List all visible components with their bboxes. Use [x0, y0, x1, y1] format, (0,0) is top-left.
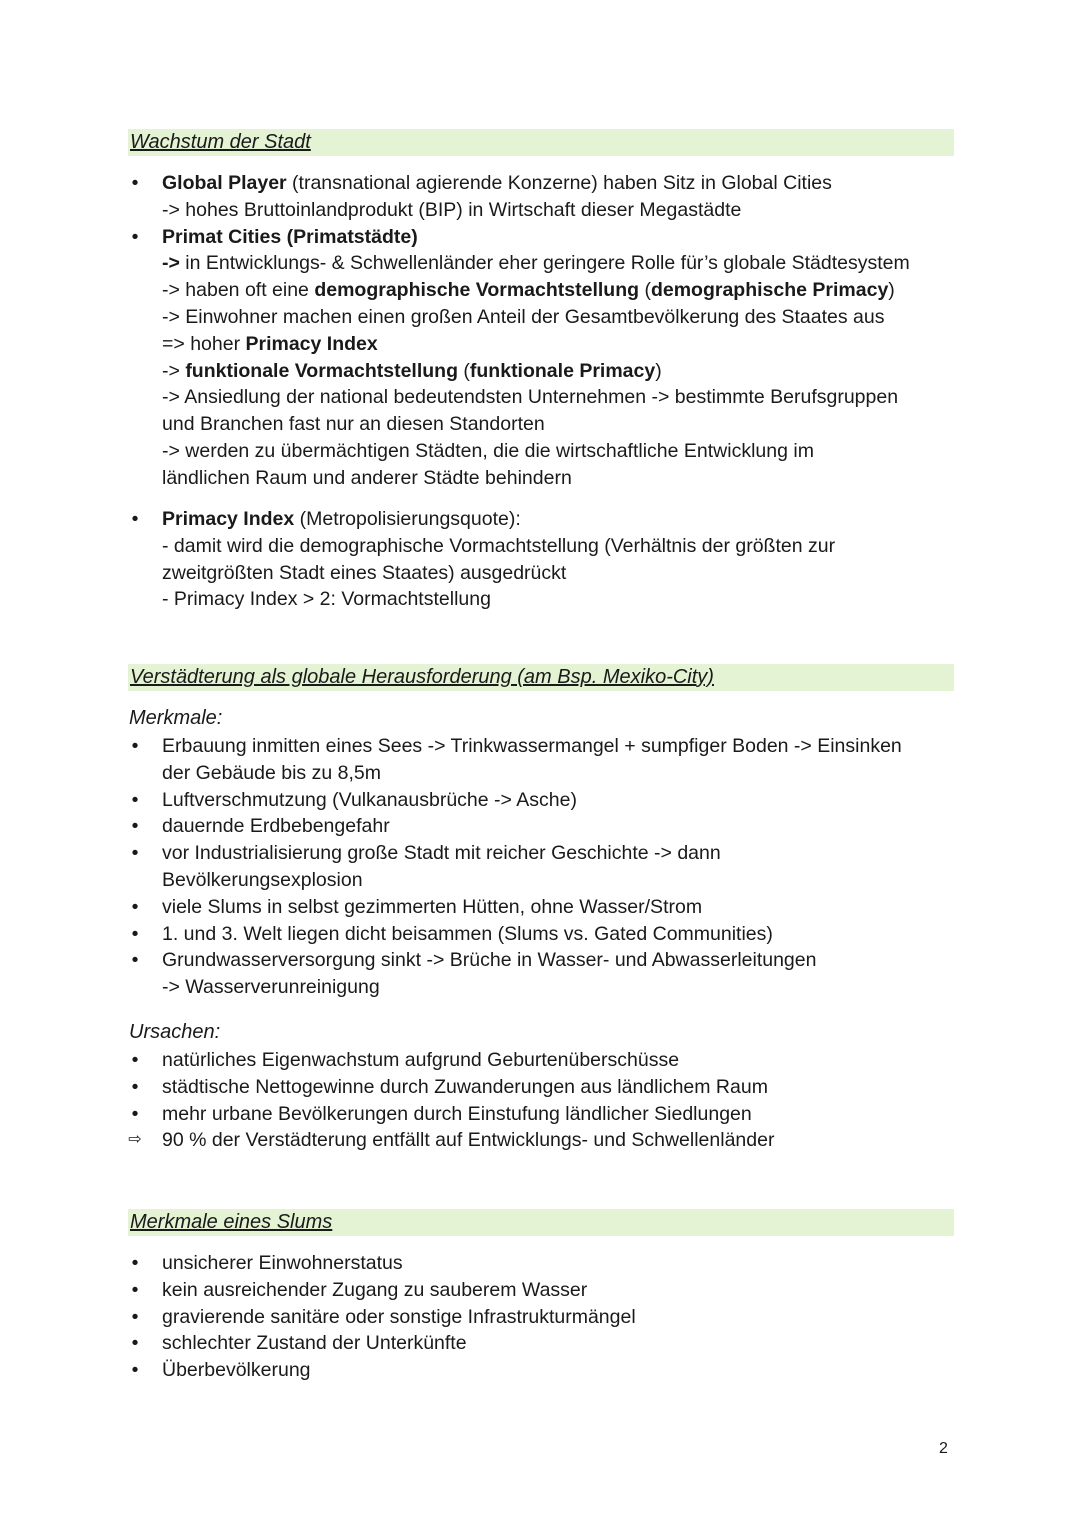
bullet-icon: • [131, 922, 139, 945]
list-item: • Grundwasserversorgung sinkt -> Brüche in Wasser- und Abwasserleitungen -> Wasserverunreinigung [128, 947, 958, 1001]
bullet-icon: • [131, 788, 139, 811]
list-item: • mehr urbane Bevölkerungen durch Einstufung ländlicher Siedlungen [128, 1101, 958, 1128]
bullet-icon: • [131, 1332, 139, 1355]
list-item: • 1. und 3. Welt liegen dicht beisammen (Slums vs. Gated Communities) [128, 921, 958, 948]
bullet-icon: • [131, 172, 139, 194]
list-item-primat-cities: • Primat Cities (Primatstädte) -> in Entwicklungs- & Schwellenländer eher geringere Rolle für’s globale Städtesystem -> haben oft eine demographische Vormachtstellung (demographische Primacy) -> Einwohner machen einen großen Anteil der Gesamtbevölkerung des Staates aus => hoher Primacy Index -> funktionale Vormachtstellung (funktionale Primacy) -> Ansiedlung der national bedeutendsten Unternehmen -> bestimmte Berufsgruppen und Branchen fast nur an diesen Standorten -> werden zu übermächtigen Städten, die die wirtschaftliche Entwicklung im ländlichen Raum und anderer Städte behindern [128, 224, 958, 492]
merkmale-label: Merkmale: [129, 707, 223, 729]
primacy-index-list [128, 506, 958, 613]
arrow-right-icon: ⇨ [128, 1131, 142, 1149]
list-item-conclusion: ⇨ 90 % der Verstädterung entfällt auf Entwicklungs- und Schwellenländer [128, 1127, 958, 1154]
ursachen-label: Ursachen: [129, 1021, 221, 1043]
list-item: • städtische Nettogewinne durch Zuwanderungen aus ländlichem Raum [128, 1074, 958, 1101]
wachstum-list [128, 170, 958, 492]
bullet-icon: • [131, 225, 139, 248]
section-heading-slums: Merkmale eines Slums [128, 1209, 954, 1236]
list-item: • viele Slums in selbst gezimmerten Hütten, ohne Wasser/Strom [128, 894, 958, 921]
bullet-icon: • [131, 508, 139, 530]
list-item: • gravierende sanitäre oder sonstige Infrastrukturmängel [128, 1304, 958, 1331]
merkmale-list [128, 733, 958, 1001]
list-item: • Erbauung inmitten eines Sees -> Trinkwassermangel + sumpfiger Boden -> Einsinken der Gebäude bis zu 8,5m [128, 733, 958, 787]
section-heading-verstaedterung: Verstädterung als globale Herausforderung (am Bsp. Mexiko-City) [128, 664, 954, 691]
list-item: • natürliches Eigenwachstum aufgrund Geburtenüberschüsse [128, 1047, 958, 1074]
bullet-icon: • [131, 1305, 139, 1328]
bullet-icon: • [131, 1278, 139, 1301]
bullet-icon: • [131, 735, 139, 757]
section-heading-wachstum: Wachstum der Stadt [128, 129, 954, 156]
list-item: • Überbevölkerung [128, 1357, 958, 1384]
ursachen-list [128, 1047, 958, 1154]
bullet-icon: • [131, 1049, 139, 1071]
bullet-icon: • [131, 895, 139, 918]
list-item: • vor Industrialisierung große Stadt mit reicher Geschichte -> dann Bevölkerungsexplosion [128, 840, 958, 894]
list-item: • dauernde Erdbebengefahr [128, 813, 958, 840]
list-item: • schlechter Zustand der Unterkünfte [128, 1330, 958, 1357]
list-item: • unsicherer Einwohnerstatus [128, 1250, 958, 1277]
list-item: • kein ausreichender Zugang zu sauberem Wasser [128, 1277, 958, 1304]
bullet-icon: • [131, 842, 139, 865]
bullet-icon: • [131, 1102, 139, 1125]
bullet-icon: • [131, 1252, 139, 1274]
list-item-global-player: • Global Player (transnational agierende Konzerne) haben Sitz in Global Cities -> hohes Bruttoinlandprodukt (BIP) in Wirtschaft dieser Megastädte [128, 170, 958, 224]
list-item: • Luftverschmutzung (Vulkanausbrüche -> Asche) [128, 787, 958, 814]
bullet-icon: • [131, 949, 139, 972]
bullet-icon: • [131, 1075, 139, 1098]
page-number: 2 [939, 1440, 948, 1457]
slum-merkmale-list [128, 1250, 958, 1384]
bullet-icon: • [131, 815, 139, 838]
bullet-icon: • [131, 1359, 139, 1382]
list-item-primacy-index: • Primacy Index (Metropolisierungsquote): - damit wird die demographische Vormachtstellung (Verhältnis der größten zur zweitgrößten Stadt eines Staates) ausgedrückt - Primacy Index > 2: Vormachtstellung [128, 506, 958, 613]
